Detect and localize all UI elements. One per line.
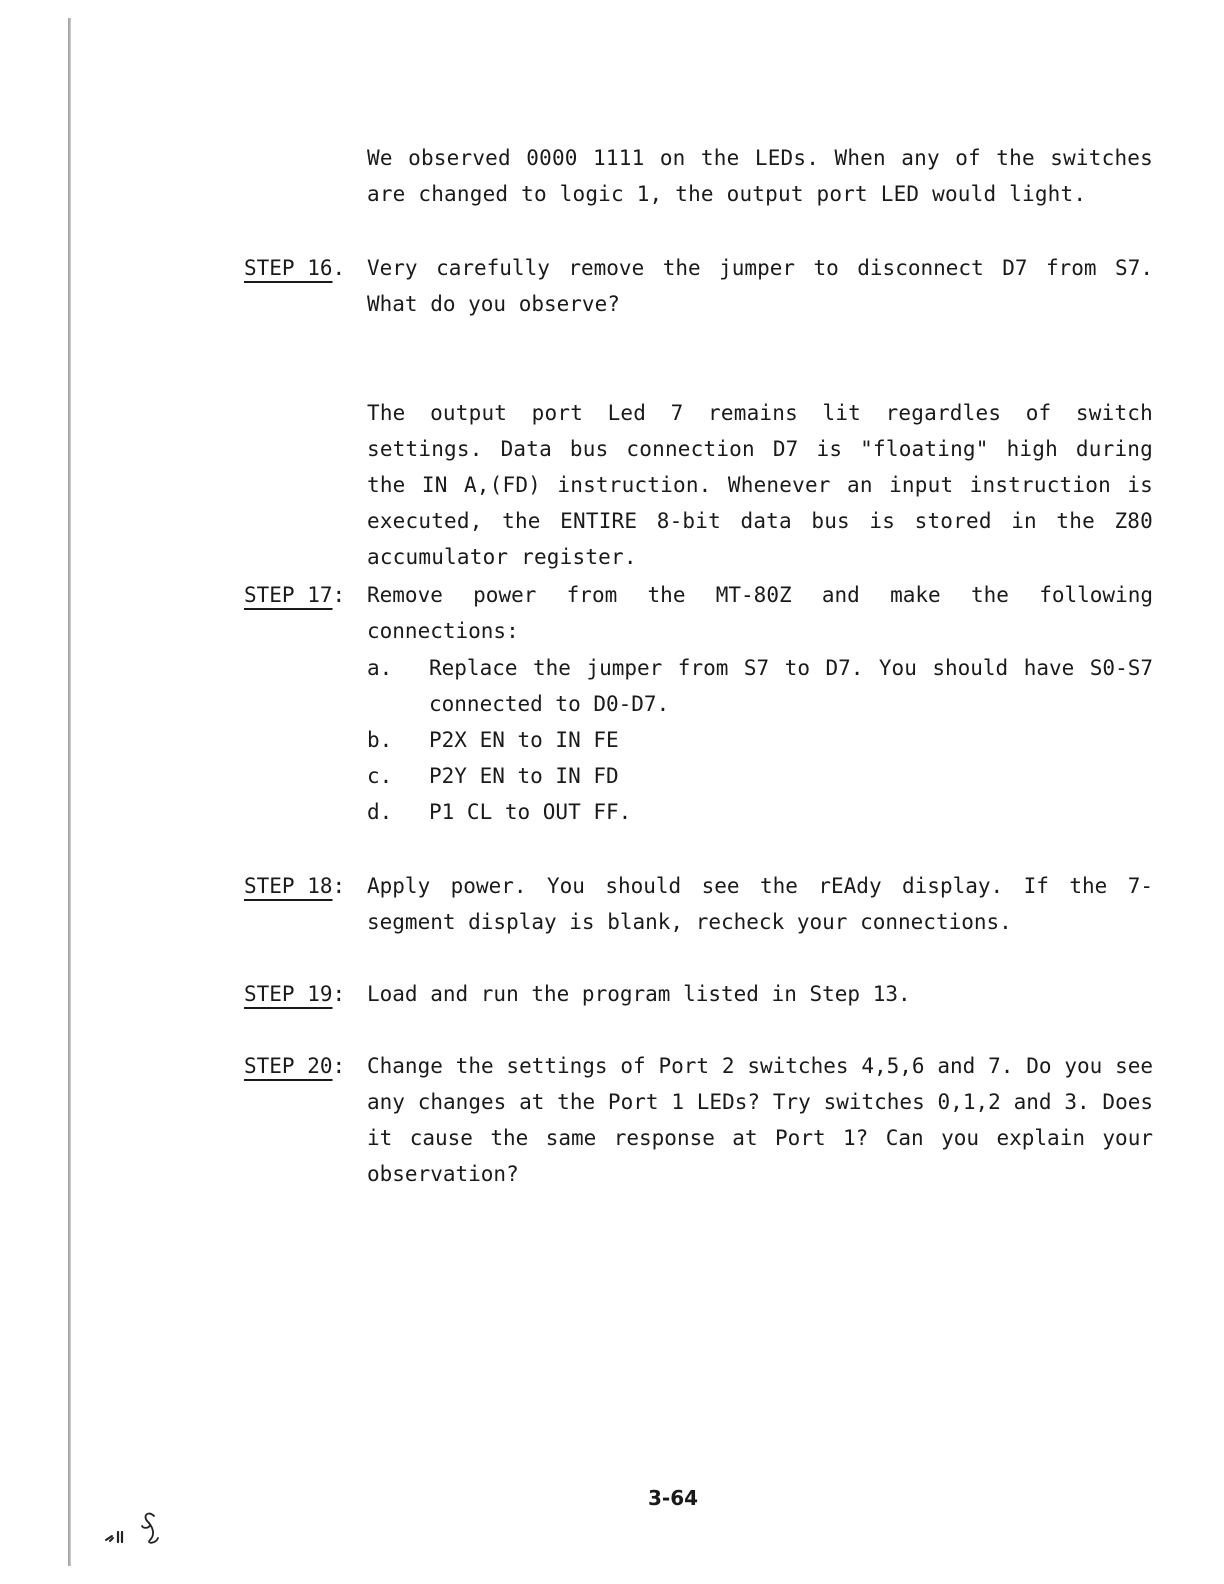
binding-edge-line	[68, 18, 71, 1566]
connection-list	[367, 650, 1153, 830]
handwritten-mark-icon	[104, 1508, 164, 1548]
page-number: 3-64	[648, 1486, 699, 1510]
step-16-text: Very carefully remove the jumper to disconnect D7 from S7. What do you observe?	[367, 256, 1153, 316]
intro-paragraph: We observed 0000 1111 on the LEDs. When any of the switches are changed to logic 1, the output port LED would light.	[367, 146, 1153, 206]
step-16-answer: The output port Led 7 remains lit regardles of switch settings. Data bus connection D7 is "floating" high during the IN A,(FD) instruction. Whenever an input instruction is executed, the ENTIRE 8-bit data bus is stored in the Z80 accumulator register.	[367, 401, 1153, 569]
connection-item: a. Replace the jumper from S7 to D7. You should have S0-S7 connected to D0-D7.	[367, 656, 1153, 716]
step-19-label: STEP 19:	[244, 982, 346, 1006]
step-20-text: Change the settings of Port 2 switches 4,5,6 and 7. Do you see any changes at the Port 1 LEDs? Try switches 0,1,2 and 3. Does it cause the same response at Port 1? Can you explain your observation?	[367, 1054, 1153, 1186]
step-17-label: STEP 17:	[244, 583, 346, 607]
connection-item: c. P2Y EN to IN FD	[367, 764, 619, 788]
connection-item: d. P1 CL to OUT FF.	[367, 800, 632, 824]
step-19-text: Load and run the program listed in Step 13.	[367, 982, 911, 1006]
step-17-text: Remove power from the MT-80Z and make the following connections:	[367, 583, 1153, 643]
step-20-label: STEP 20:	[244, 1054, 346, 1078]
connection-item: b. P2X EN to IN FE	[367, 728, 619, 752]
step-18-text: Apply power. You should see the rEAdy display. If the 7-segment display is blank, recheck your connections.	[367, 874, 1153, 934]
step-16-label: STEP 16.	[244, 256, 346, 280]
step-18-label: STEP 18:	[244, 874, 346, 898]
